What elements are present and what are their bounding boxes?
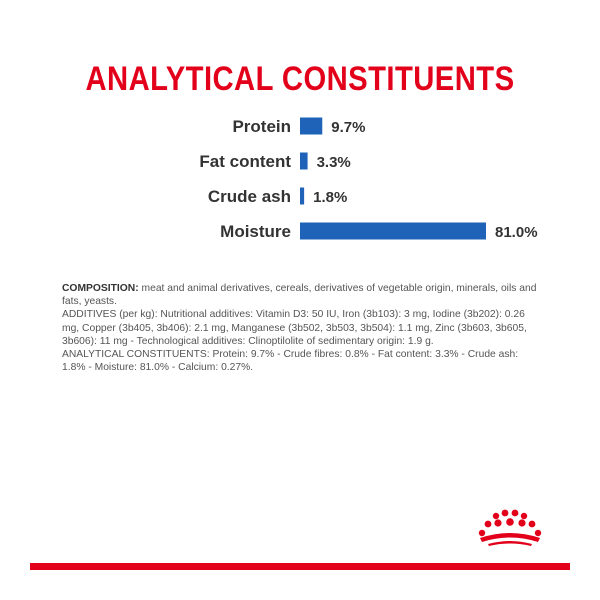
bar-fat-content [300, 153, 308, 170]
category-label: Fat content [199, 152, 291, 171]
value-label: 3.3% [316, 154, 351, 171]
value-label: 9.7% [331, 119, 366, 136]
analytical-paragraph: ANALYTICAL CONSTITUENTS: Protein: 9.7% - Crude fibres: 0.8% - Fat content: 3.3% - Crude ash: 1.8% - Moisture: 81.0% - Calcium: 0.27%. [62, 349, 519, 374]
composition-paragraph [62, 282, 542, 308]
footer-red-bar [30, 563, 570, 570]
composition-body: meat and animal derivatives, cereals, derivatives of vegetable origin, minerals, oils and fats, yeasts. [62, 283, 537, 308]
composition-heading: COMPOSITION: [62, 283, 139, 294]
crown-logo-icon [474, 508, 546, 550]
value-label: 81.0% [495, 224, 538, 241]
category-label: Crude ash [207, 187, 291, 206]
bar-protein [300, 118, 322, 135]
constituents-bar-chart [0, 110, 600, 270]
bar-moisture [300, 223, 486, 240]
bar-crude-ash [300, 188, 304, 205]
composition-text [62, 282, 542, 374]
value-label: 1.8% [313, 189, 348, 206]
category-label: Moisture [220, 222, 291, 241]
chart-title: ANALYTICAL CONSTITUENTS [85, 60, 515, 98]
additives-paragraph: ADDITIVES (per kg): Nutritional additives: Vitamin D3: 50 IU, Iron (3b103): 3 mg, Iodine (3b202): 0.26 mg, Copper (3b405, 3b406): 2.1 mg, Manganese (3b502, 3b503, 3b504): 1.1 mg, Zinc (3b603, 3b605, 3b606): 11 mg - Technological additives: Clinoptilolite of sedimentary origin: 1.9 g. [62, 309, 527, 347]
category-label: Protein [232, 117, 291, 136]
